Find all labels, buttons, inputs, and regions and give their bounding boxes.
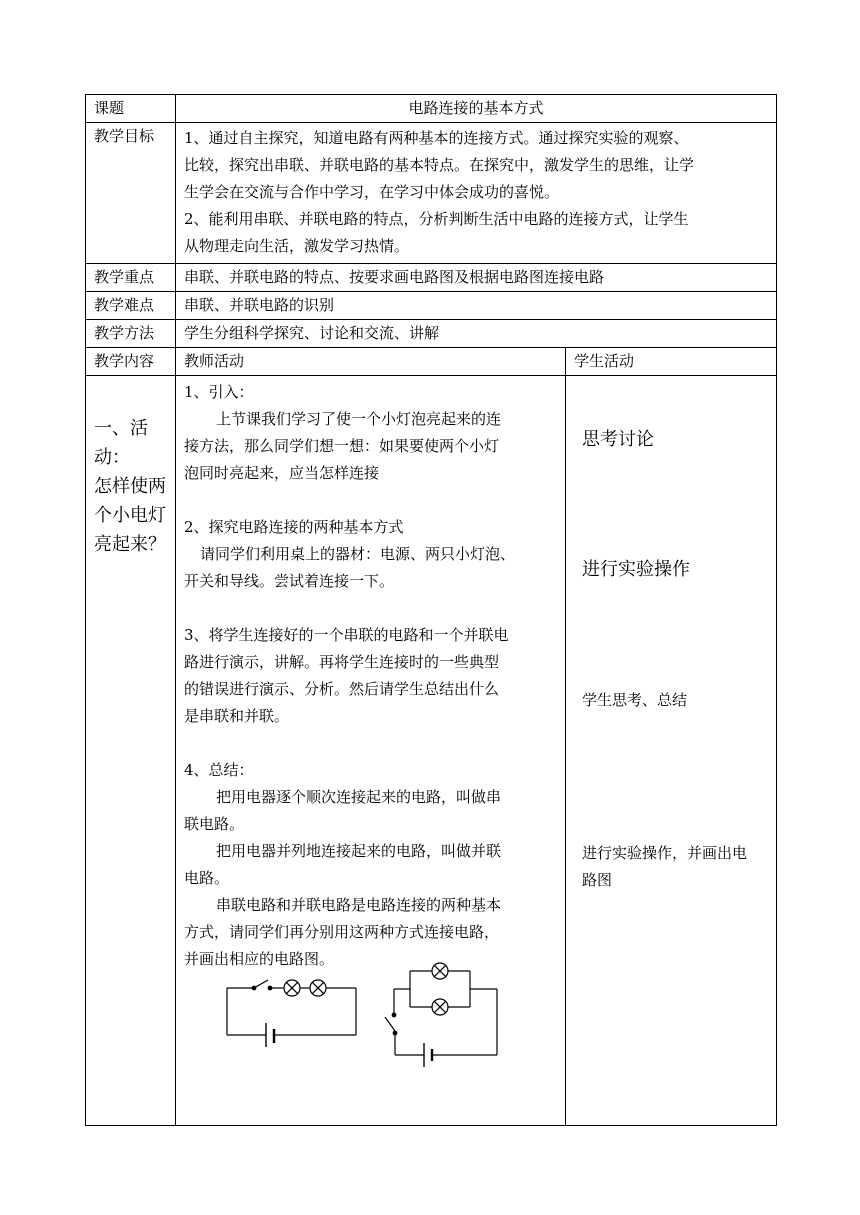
- parallel-circuit-diagram: [385, 963, 497, 1067]
- switch-contact: [392, 1013, 396, 1017]
- key-points-row: [86, 264, 777, 292]
- series-circuit-diagram: [227, 980, 356, 1047]
- demo-line: 3、将学生连接好的一个串联的电路和一个并联电: [184, 626, 509, 644]
- student-activity-draw-line: 路图: [582, 871, 613, 889]
- goals-line: 2、能利用串联、并联电路的特点，分析判断生活中电路的连接方式，让学生: [184, 210, 689, 228]
- student-activity: [566, 376, 777, 1126]
- methods-row: [86, 320, 777, 348]
- switch-pivot: [393, 1031, 397, 1035]
- intro-line: 泡同时亮起来，应当怎样连接: [184, 464, 380, 482]
- activity-title-line: 亮起来？: [94, 534, 166, 555]
- goals-line: 比较，探究出串联、并联电路的基本特点。在探究中，激发学生的思维，让学: [184, 156, 695, 174]
- lesson-title: 电路连接的基本方式: [176, 95, 777, 123]
- methods-text: 学生分组科学探究、讨论和交流、讲解: [176, 320, 777, 348]
- goals-label: 教学目标: [86, 123, 176, 264]
- task-line: 方式，请同学们再分别用这两种方式连接电路，: [184, 923, 500, 941]
- goals-line: 生学会在交流与合作中学习，在学习中体会成功的喜悦。: [184, 183, 560, 201]
- student-activity-draw-line: 进行实验操作，并画出电: [582, 844, 748, 862]
- parallel-definition: 电路。: [184, 869, 230, 887]
- goals-line: 从物理走向生活，激发学习热情。: [184, 237, 410, 255]
- intro-line: 接方法，那么同学们想一想：如果要使两个小灯: [184, 437, 500, 455]
- activity-title: [86, 376, 176, 1126]
- student-activity-discuss: 思考讨论: [582, 429, 654, 450]
- activity-title-line: 怎样使两: [94, 476, 166, 497]
- key-points-label: 教学重点: [86, 264, 176, 292]
- column-header-row: [86, 348, 777, 376]
- task-line: 串联电路和并联电路是电路连接的两种基本: [216, 896, 502, 914]
- demo-line: 路进行演示，讲解。再将学生连接时的一些典型: [184, 653, 500, 671]
- title-label: 课题: [86, 95, 176, 123]
- student-header: 学生活动: [566, 348, 777, 376]
- lesson-plan-page: [85, 94, 776, 1126]
- teacher-header: 教师活动: [176, 348, 566, 376]
- explore-title: 2、探究电路连接的两种基本方式: [184, 518, 404, 536]
- key-points-text: 串联、并联电路的特点、按要求画电路图及根据电路图连接电路: [176, 264, 777, 292]
- lesson-plan-table: [85, 94, 777, 1126]
- demo-line: 是串联和并联。: [184, 707, 290, 725]
- explore-line: 开关和导线。尝试着连接一下。: [184, 572, 395, 590]
- switch-contact: [268, 986, 272, 990]
- explore-line: 请同学们利用桌上的器材：电源、两只小灯泡、: [200, 545, 516, 563]
- goals-line: 1、通过自主探究，知道电路有两种基本的连接方式。通过探究实验的观察、: [184, 129, 689, 147]
- student-activity-draw: [582, 840, 760, 894]
- intro-line: 上节课我们学习了使一个小灯泡亮起来的连: [216, 410, 502, 428]
- activity-row: [86, 376, 777, 1126]
- difficulties-text: 串联、并联电路的识别: [176, 292, 777, 320]
- series-definition: 把用电器逐个顺次连接起来的电路，叫做串: [216, 788, 502, 806]
- teacher-activity: [176, 376, 566, 1126]
- series-definition: 联电路。: [184, 815, 245, 833]
- student-activity-summarize: 学生思考、总结: [582, 691, 688, 709]
- activity-title-line: 一、活动：: [94, 418, 148, 468]
- task-line: 并画出相应的电路图。: [184, 950, 335, 968]
- student-activity-experiment: 进行实验操作: [582, 559, 690, 580]
- difficulties-row: [86, 292, 777, 320]
- goals-row: [86, 123, 777, 264]
- difficulties-label: 教学难点: [86, 292, 176, 320]
- goals-text: [176, 123, 777, 264]
- activity-title-line: 个小电灯: [94, 505, 166, 526]
- summary-title: 4、总结：: [184, 761, 254, 779]
- content-header: 教学内容: [86, 348, 176, 376]
- switch-blade: [254, 980, 268, 988]
- parallel-definition: 把用电器并列地连接起来的电路，叫做并联: [216, 842, 502, 860]
- circuit-diagrams: [214, 953, 534, 1083]
- intro-title: 1、引入：: [184, 383, 254, 401]
- demo-line: 的错误进行演示、分析。然后请学生总结出什么: [184, 680, 500, 698]
- title-row: [86, 95, 777, 123]
- methods-label: 教学方法: [86, 320, 176, 348]
- switch-blade: [385, 1017, 395, 1031]
